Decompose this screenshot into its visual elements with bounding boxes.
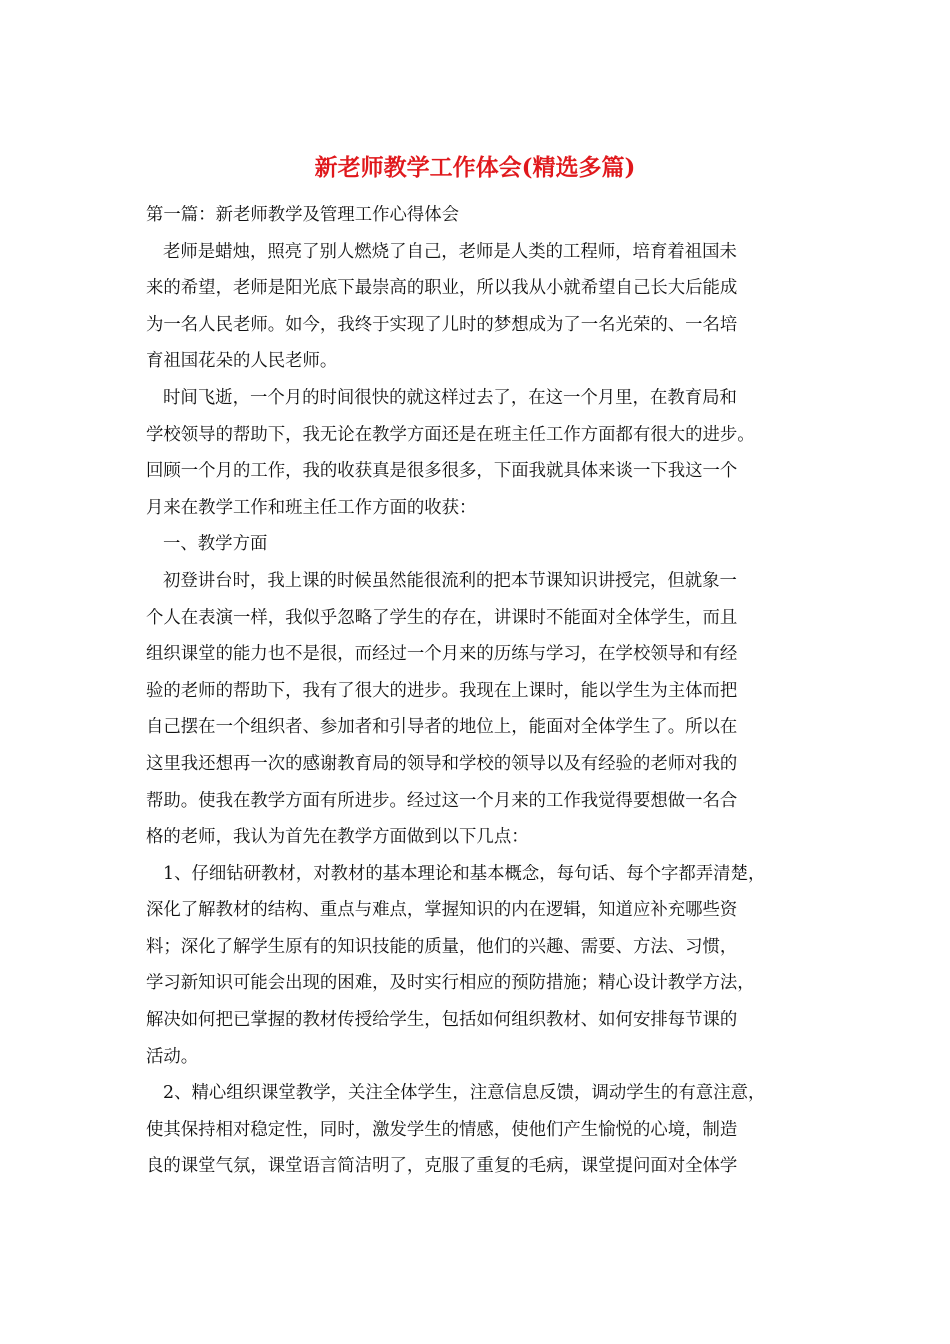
text-line: 良的课堂气氛，课堂语言简洁明了，克服了重复的毛病，课堂提问面对全体学 bbox=[146, 1156, 738, 1177]
text-line: 2、精心组织课堂教学，关注全体学生，注意信息反馈，调动学生的有意注意， bbox=[163, 1083, 766, 1104]
text-line: 解决如何把已掌握的教材传授给学生，包括如何组织教材、如何安排每节课的 bbox=[146, 1010, 738, 1031]
text-line: 深化了解教材的结构、重点与难点，掌握知识的内在逻辑，知道应补充哪些资 bbox=[146, 900, 738, 921]
text-line: 初登讲台时，我上课的时候虽然能很流利的把本节课知识讲授完，但就象一 bbox=[163, 570, 737, 591]
text-line: 为一名人民老师。如今，我终于实现了儿时的梦想成为了一名光荣的、一名培 bbox=[146, 314, 738, 335]
text-line: 组织课堂的能力也不是很，而经过一个月来的历练与学习，在学校领导和有经 bbox=[146, 644, 738, 665]
text-line: 一、教学方面 bbox=[163, 534, 268, 555]
text-line: 回顾一个月的工作，我的收获真是很多很多，下面我就具体来谈一下我这一个 bbox=[146, 461, 738, 482]
text-line: 来的希望，老师是阳光底下最崇高的职业，所以我从小就希望自己长大后能成 bbox=[146, 278, 738, 299]
text-line: 使其保持相对稳定性，同时，激发学生的情感，使他们产生愉悦的心境，制造 bbox=[146, 1119, 738, 1140]
text-line: 验的老师的帮助下，我有了很大的进步。我现在上课时，能以学生为主体而把 bbox=[146, 680, 738, 701]
text-line: 育祖国花朵的人民老师。 bbox=[146, 351, 338, 372]
text-line: 这里我还想再一次的感谢教育局的领导和学校的领导以及有经验的老师对我的 bbox=[146, 753, 738, 774]
text-line: 活动。 bbox=[146, 1046, 199, 1067]
text-line: 时间飞逝，一个月的时间很快的就这样过去了，在这一个月里，在教育局和 bbox=[163, 387, 737, 408]
text-line: 1、仔细钻研教材，对教材的基本理论和基本概念，每句话、每个字都弄清楚， bbox=[163, 863, 766, 884]
text-line: 月来在教学工作和班主任工作方面的收获： bbox=[146, 497, 477, 518]
text-line: 自己摆在一个组织者、参加者和引导者的地位上，能面对全体学生了。所以在 bbox=[146, 717, 738, 738]
text-line: 老师是蜡烛，照亮了别人燃烧了自己，老师是人类的工程师，培育着祖国未 bbox=[163, 241, 737, 262]
text-line: 料；深化了解学生原有的知识技能的质量，他们的兴趣、需要、方法、习惯， bbox=[146, 936, 738, 957]
text-line: 学校领导的帮助下，我无论在教学方面还是在班主任工作方面都有很大的进步。 bbox=[146, 424, 755, 445]
text-line: 个人在表演一样，我似乎忽略了学生的存在，讲课时不能面对全体学生，而且 bbox=[146, 607, 738, 628]
text-line: 学习新知识可能会出现的困难，及时实行相应的预防措施；精心设计教学方法， bbox=[146, 973, 755, 994]
text-line: 帮助。使我在教学方面有所进步。经过这一个月来的工作我觉得要想做一名合 bbox=[146, 790, 738, 811]
document-body bbox=[146, 197, 814, 1185]
text-line: 格的老师，我认为首先在教学方面做到以下几点： bbox=[146, 827, 529, 848]
document-title: 新老师教学工作体会(精选多篇) bbox=[314, 154, 636, 181]
text-line: 第一篇：新老师教学及管理工作心得体会 bbox=[146, 205, 460, 225]
